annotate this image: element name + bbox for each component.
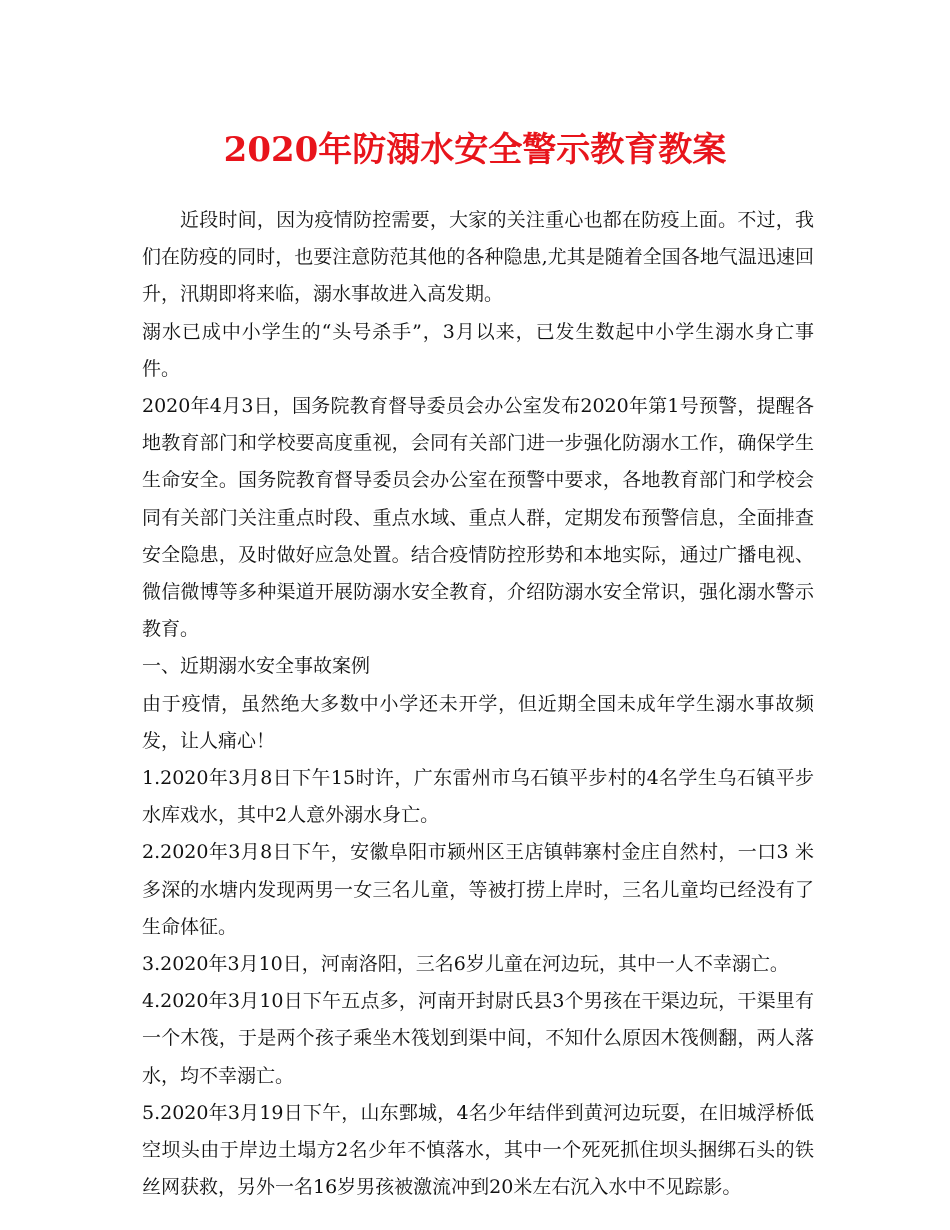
case-item-3: 3.2020年3月10日，河南洛阳，三名6岁儿童在河边玩，其中一人不幸溺亡。 [142,953,789,976]
case-item-5: 5.2020年3月19日下午，山东鄄城，4名少年结伴到黄河边玩耍，在旧城浮桥低空坝头由于岸边土塌方2名少年不慎落水，其中一个死死抓住坝头捆绑石头的铁丝网获救，另外一名16岁男孩被激流冲到20米左右沉入水中不见踪影。 [142,1101,814,1199]
paragraph-intro: 近段时间，因为疫情防控需要，大家的关注重心也都在防疫上面。不过，我们在防疫的同时，也要注意防范其他的各种隐患,尤其是随着全国各地气温迅速回升，汛期即将来临，溺水事故进入高发期。 [142,209,814,306]
paragraph-cases-intro: 由于疫情，虽然绝大多数中小学还未开学，但近期全国未成年学生溺水事故频发，让人痛心！ [142,692,814,752]
document-body [142,202,814,1206]
case-item-2: 2.2020年3月8日下午，安徽阜阳市颍州区王店镇韩寨村金庄自然村，一口3 米多深的水塘内发现两男一女三名儿童，等被打捞上岸时，三名儿童均已经没有了生命体征。 [142,841,814,938]
paragraph-warning-notice: 2020年4月3日，国务院教育督导委员会办公室发布2020年第1号预警，提醒各地教育部门和学校要高度重视，会同有关部门进一步强化防溺水工作，确保学生生命安全。国务院教育督导委员会办公室在预警中要求，各地教育部门和学校会同有关部门关注重点时段、重点水域、重点人群，定期发布预警信息，全面排查安全隐患，及时做好应急处置。结合疫情防控形势和本地实际，通过广播电视、微信微博等多种渠道开展防溺水安全教育，介绍防溺水安全常识，强化溺水警示教育。 [142,395,814,641]
case-item-4: 4.2020年3月10日下午五点多，河南开封尉氏县3个男孩在干渠边玩，干渠里有一个木筏，于是两个孩子乘坐木筏划到渠中间，不知什么原因木筏侧翻，两人落水，均不幸溺亡。 [142,990,814,1087]
document-title: 2020年防溺水安全警示教育教案 [223,130,727,170]
section-heading-cases: 一、近期溺水安全事故案例 [142,655,371,678]
case-item-1: 1.2020年3月8日下午15时许，广东雷州市乌石镇平步村的4名学生乌石镇平步水库戏水，其中2人意外溺水身亡。 [142,767,814,827]
paragraph-drowning-killer: 溺水已成中小学生的“头号杀手”，3月以来，已发生数起中小学生溺水身亡事件。 [142,320,814,380]
